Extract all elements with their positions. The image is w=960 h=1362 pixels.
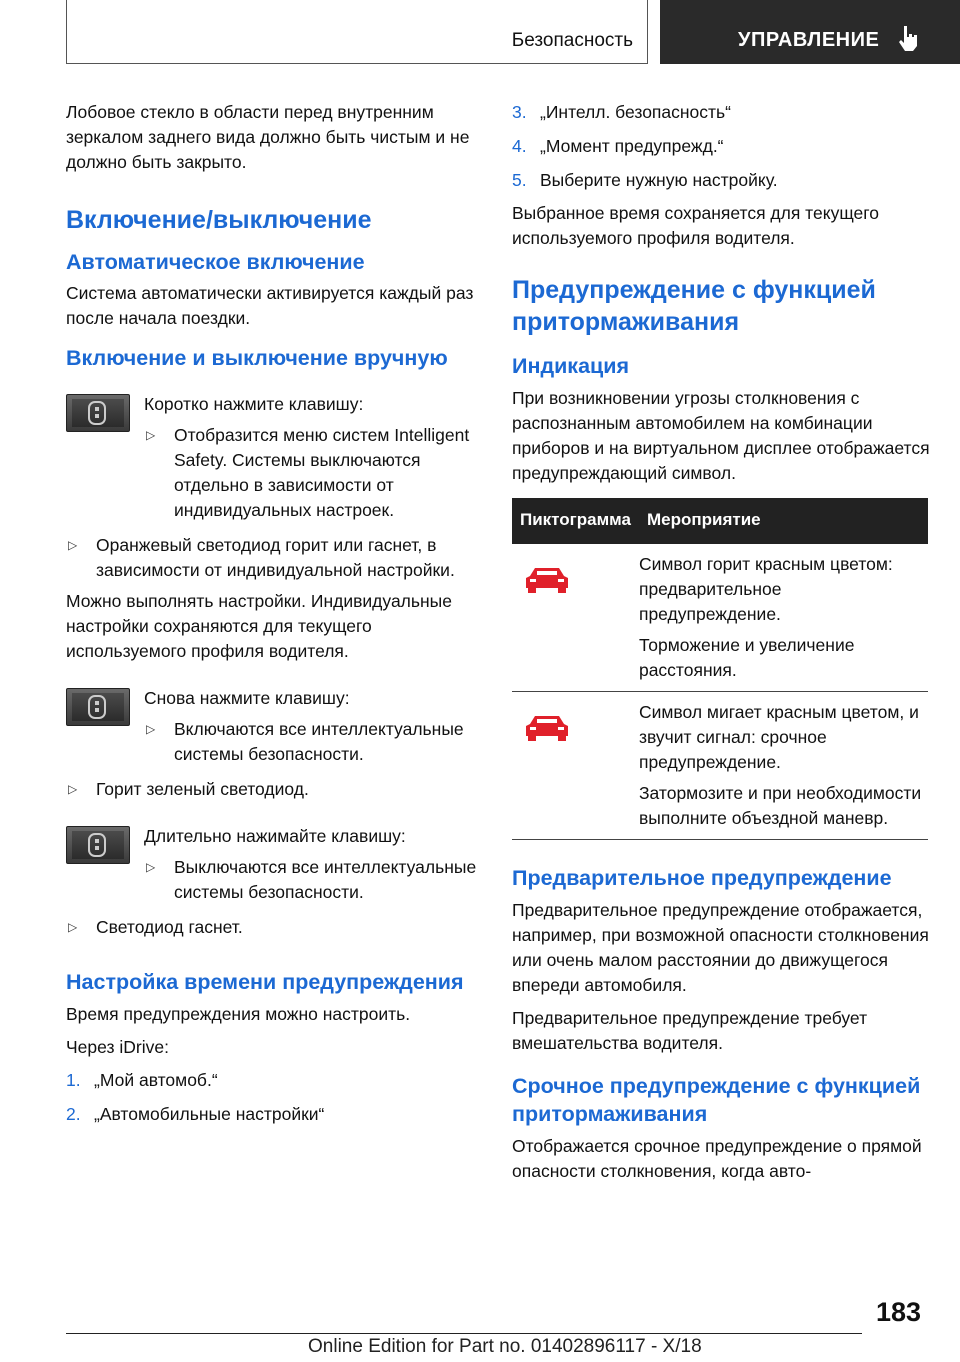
triangle-bullet-icon: ▷ (68, 782, 78, 796)
step-4 (512, 134, 930, 159)
pre-text-1: Предварительное предупреждение отображается, например, при возможной опасности столкновения или очень малом расстоянии до движущегося впереди автомобиля. (512, 900, 929, 995)
safety-button-icon (83, 694, 111, 720)
bullet-green (66, 777, 478, 802)
step-number: 4. (512, 136, 527, 156)
hand-pointer-icon (896, 24, 920, 52)
table-icon-cell (512, 692, 639, 840)
table-header-icon: Пиктограмма (512, 498, 639, 544)
car-warning-icon (522, 712, 572, 746)
indication-text: При возникновении угрозы столкновения с распознанным автомобилем на комбинации приборов и на виртуальном дисплее отображается предупреждающий символ. (512, 388, 930, 483)
key-instruction-1 (66, 392, 478, 523)
intro-text: Лобовое стекло в области перед внутренним зеркалом заднего вида должно быть чистым и не должно быть закрыто. (66, 102, 470, 172)
table-header-action: Мероприятие (639, 498, 928, 544)
right-column (512, 100, 930, 1184)
bullet-off (66, 915, 478, 940)
step-text: „Мой автомоб.“ (94, 1070, 218, 1090)
safety-button-icon (83, 832, 111, 858)
action-line: Торможение и увеличение расстояния. (638, 635, 855, 680)
heading-warning: Предупреждение с функцией притормаживания (512, 276, 876, 336)
bullet-orange-text: Оранжевый светодиод горит или гаснет, в зависимости от индивидуальной настройки. (96, 535, 455, 580)
heading-auto: Автоматическое включение (66, 250, 365, 274)
safety-button-icon (83, 400, 111, 426)
car-warning-icon (522, 564, 572, 598)
key3-bullet (144, 855, 478, 905)
key2-bullet (144, 717, 478, 767)
auto-text: Система автоматически активируется каждый раз после начала поездки. (66, 283, 474, 328)
triangle-bullet-icon: ▷ (68, 920, 78, 934)
header-section-box (66, 0, 648, 64)
bullet-orange (66, 533, 478, 583)
key1-text: Коротко нажмите клавишу: (144, 394, 364, 414)
urgent-text: Отображается срочное предупреждение о прямой опасности столкновения, когда авто- (512, 1136, 922, 1181)
header-section-title: Безопасность (511, 30, 633, 51)
bullet-off-text: Светодиод гаснет. (96, 917, 243, 937)
triangle-bullet-icon: ▷ (146, 428, 156, 442)
step-number: 3. (512, 102, 527, 122)
pre-text-2: Предварительное предупреждение требует вмешательства водителя. (512, 1008, 868, 1053)
step-5 (512, 168, 930, 193)
triangle-bullet-icon: ▷ (146, 722, 156, 736)
heading-manual: Включение и выключение вручную (66, 346, 448, 370)
step-number: 5. (512, 170, 527, 190)
table-header-row (512, 498, 928, 544)
idrive-text: Через iDrive: (66, 1037, 169, 1057)
key-instruction-3 (66, 824, 478, 905)
key1-bullet (144, 423, 478, 523)
bullet-green-text: Горит зеленый светодиод. (96, 779, 309, 799)
safety-button-image (66, 394, 130, 432)
key2-text: Снова нажмите клавишу: (144, 688, 350, 708)
safety-button-image (66, 826, 130, 864)
step-1 (66, 1068, 478, 1093)
saved-text: Выбранное время сохраняется для текущего используемого профиля водителя. (512, 203, 880, 248)
heading-onoff: Включение/выключение (66, 206, 372, 234)
step-text: Выберите нужную настройку. (540, 170, 778, 190)
triangle-bullet-icon: ▷ (68, 538, 78, 552)
footer-edition: Online Edition for Part no. 01402896117 - X/18 (308, 1336, 702, 1357)
step-number: 2. (66, 1104, 81, 1124)
key1-bullet-text: Отобразится меню систем Intelligent Safety. Системы выключаются отдельно в зависимости от индивидуальных настроек. (174, 425, 470, 520)
heading-indication: Индикация (512, 354, 630, 378)
action-line: Символ мигает красным цветом, и звучит сигнал: срочное предупреждение. (638, 702, 919, 772)
individual-text: Можно выполнять настройки. Индивидуальные настройки сохраняются для текущего используемого профиля водителя. (66, 591, 452, 661)
page-number: 183 (876, 1297, 922, 1327)
time-text: Время предупреждения можно настроить. (66, 1004, 411, 1024)
safety-button-image (66, 688, 130, 726)
key2-bullet-text: Включаются все интеллектуальные системы безопасности. (174, 719, 464, 764)
step-text: „Момент предупрежд.“ (540, 136, 724, 156)
step-3 (512, 100, 930, 125)
key-instruction-2 (66, 686, 478, 767)
step-number: 1. (66, 1070, 81, 1090)
heading-urgent: Срочное предупреждение с функцией притормаживания (512, 1074, 921, 1126)
heading-time: Настройка времени предупреждения (66, 970, 464, 994)
table-action-cell (639, 544, 928, 692)
header-chapter-box (660, 0, 960, 64)
step-text: „Интелл. безопасность“ (540, 102, 731, 122)
header-chapter-title: УПРАВЛЕНИЕ (738, 29, 880, 51)
left-column (66, 100, 478, 1127)
warning-table (512, 498, 928, 840)
step-text: „Автомобильные настройки“ (94, 1104, 325, 1124)
table-icon-cell (512, 544, 639, 692)
triangle-bullet-icon: ▷ (146, 860, 156, 874)
step-2 (66, 1102, 478, 1127)
table-action-cell (639, 692, 928, 840)
table-row (512, 692, 928, 840)
heading-pre-warning: Предварительное предупреждение (512, 866, 892, 890)
footer-divider (66, 1333, 862, 1334)
key3-bullet-text: Выключаются все интеллектуальные системы безопасности. (174, 857, 477, 902)
action-line: Затормозите и при необходимости выполните объездной маневр. (638, 783, 922, 828)
table-row (512, 544, 928, 692)
action-line: Символ горит красным цветом: предварительное предупреждение. (638, 554, 893, 624)
key3-text: Длительно нажимайте клавишу: (144, 826, 406, 846)
